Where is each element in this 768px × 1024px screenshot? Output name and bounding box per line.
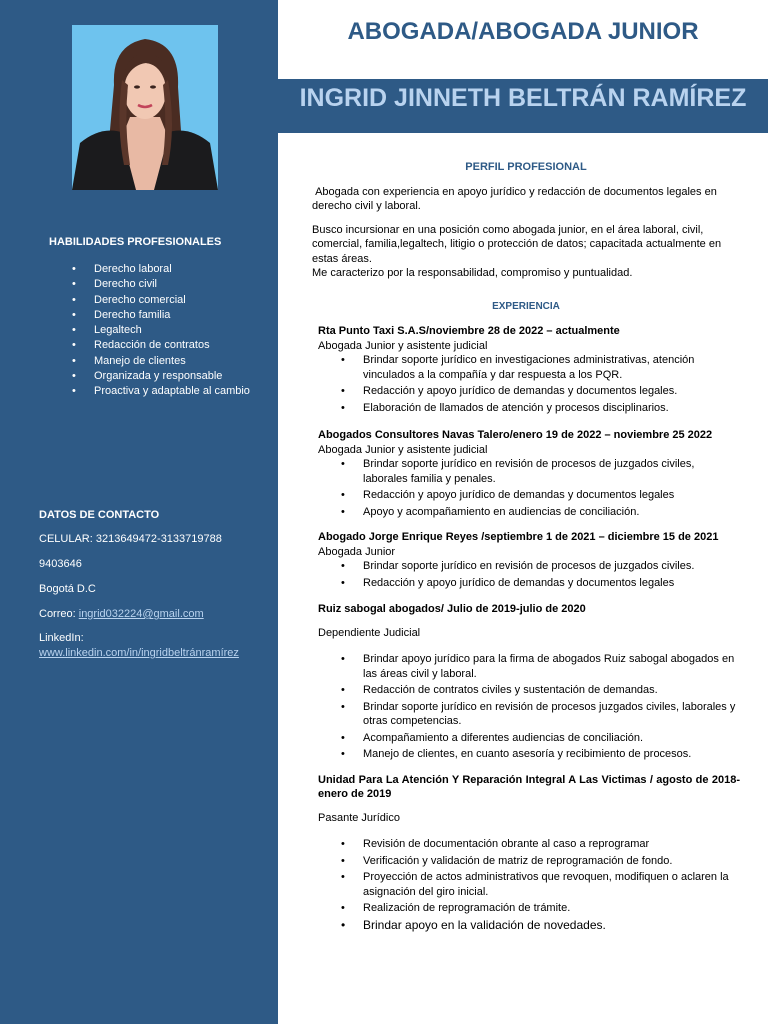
job-role: Dependiente Judicial — [318, 626, 421, 639]
skill-item: • Derecho familia — [56, 308, 250, 323]
job-tasks — [312, 457, 740, 519]
job-entry — [312, 602, 740, 762]
linkedin-label: LinkedIn: — [39, 632, 84, 644]
contact-city: Bogotá D.C — [39, 583, 96, 595]
job-heading: Ruiz sabogal abogados/ Julio de 2019-julio de 2020 — [318, 603, 586, 615]
task-item: • Acompañamiento a diferentes audiencias de conciliación. — [312, 731, 740, 746]
task-item: • Revisión de documentación obrante al caso a reprogramar — [312, 837, 740, 852]
job-tasks — [312, 837, 740, 932]
contact-phone-2: 9403646 — [39, 558, 82, 570]
profile-paragraph-2: Busco incursionar en una posición como abogada junior, en el área laboral, civil, comercial, familia,legaltech, litigio o protección de datos; capacitada actualmente en estas áreas. — [312, 223, 722, 265]
experience-heading: EXPERIENCIA — [492, 300, 560, 312]
email-link[interactable]: ingrid032224@gmail.com — [78, 608, 204, 620]
task-item: • Redacción y apoyo jurídico de demandas y documentos legales — [312, 488, 740, 503]
skill-item: • Organizada y responsable — [56, 369, 250, 384]
job-heading: Abogados Consultores Navas Talero/enero 19 de 2022 – noviembre 25 2022 — [318, 429, 713, 441]
linkedin-row — [39, 647, 239, 659]
task-item: • Redacción de contratos civiles y sustentación de demandas. — [312, 683, 740, 698]
job-heading: Rta Punto Taxi S.A.S/noviembre 28 de 2022 – actualmente — [318, 325, 620, 337]
skill-item: • Proactiva y adaptable al cambio — [56, 384, 250, 399]
skill-item: • Derecho civil — [56, 277, 250, 292]
job-role: Abogada Junior y asistente judicial — [318, 443, 488, 456]
job-tasks — [312, 652, 740, 762]
skills-heading: HABILIDADES PROFESIONALES — [49, 236, 222, 248]
skill-item: • Redacción de contratos — [56, 338, 250, 353]
task-item: • Redacción y apoyo jurídico de demandas y documentos legales — [312, 576, 740, 591]
task-item: • Apoyo y acompañamiento en audiencias de conciliación. — [312, 505, 740, 520]
job-tasks — [312, 353, 740, 415]
job-title: ABOGADA/ABOGADA JUNIOR — [347, 18, 699, 45]
job-entry — [312, 773, 740, 933]
task-item: • Verificación y validación de matriz de reprogramación de fondo. — [312, 854, 740, 869]
contact-phone: CELULAR: 3213649472-3133719788 — [39, 533, 222, 545]
candidate-name: INGRID JINNETH BELTRÁN RAMÍREZ — [299, 84, 747, 112]
profile-paragraph-1: Abogada con experiencia en apoyo jurídico y redacción de documentos legales en derecho civil y laboral. — [312, 185, 720, 212]
task-item: • Brindar soporte jurídico en revisión de procesos juzgados civiles, laborales y otras competencias. — [312, 700, 740, 729]
profile-photo — [72, 25, 218, 190]
main-content — [312, 150, 740, 934]
contact-email-row — [39, 608, 204, 620]
job-heading: Abogado Jorge Enrique Reyes /septiembre 1 de 2021 – diciembre 15 de 2021 — [318, 531, 719, 543]
skill-item: • Manejo de clientes — [56, 354, 250, 369]
job-tasks — [312, 559, 740, 590]
task-item: • Redacción y apoyo jurídico de demandas y documentos legales. — [312, 384, 740, 399]
skill-item: • Legaltech — [56, 323, 250, 338]
task-item: • Elaboración de llamados de atención y procesos disciplinarios. — [312, 401, 740, 416]
job-entry — [312, 324, 740, 415]
profile-paragraph-3: Me caracterizo por la responsabilidad, compromiso y puntualidad. — [312, 267, 633, 279]
task-item: • Realización de reprogramación de trámite. — [312, 901, 740, 916]
job-entry — [312, 530, 740, 590]
job-entry — [312, 428, 740, 519]
task-item: • Brindar soporte jurídico en revisión de procesos de juzgados civiles, laborales familia y penales. — [312, 457, 740, 486]
job-role: Pasante Jurídico — [318, 811, 400, 824]
job-role: Abogada Junior — [318, 545, 396, 558]
job-role: Abogada Junior y asistente judicial — [318, 339, 488, 352]
skill-item: • Derecho laboral — [56, 262, 250, 277]
task-item: • Brindar apoyo en la validación de novedades. — [312, 918, 740, 933]
task-item: • Brindar soporte jurídico en revisión de procesos de juzgados civiles. — [312, 559, 740, 574]
task-item: • Brindar soporte jurídico en investigaciones administrativas, atención vinculados a la compañía y dar respuesta a los PQR. — [312, 353, 740, 382]
skill-item: • Derecho comercial — [56, 293, 250, 308]
name-banner — [278, 79, 768, 133]
skills-list — [56, 262, 250, 399]
contact-heading: DATOS DE CONTACTO — [39, 509, 160, 521]
job-heading: Unidad Para La Atención Y Reparación Integral A Las Victimas / agosto de 2018- enero de 2019 — [318, 773, 740, 800]
task-item: • Brindar apoyo jurídico para la firma de abogados Ruiz sabogal abogados en las áreas civil y laboral. — [312, 652, 740, 681]
email-label: Correo: — [39, 608, 79, 620]
task-item: • Manejo de clientes, en cuanto asesoría y recibimiento de procesos. — [312, 747, 740, 762]
task-item: • Proyección de actos administrativos que revoquen, modifiquen o aclaren la asignación del giro inicial. — [312, 870, 740, 899]
profile-heading: PERFIL PROFESIONAL — [465, 161, 587, 173]
portrait-image — [72, 25, 218, 190]
sidebar — [0, 0, 278, 1024]
linkedin-link[interactable]: www.linkedin.com/in/ingridbeltránramírez — [39, 647, 239, 659]
